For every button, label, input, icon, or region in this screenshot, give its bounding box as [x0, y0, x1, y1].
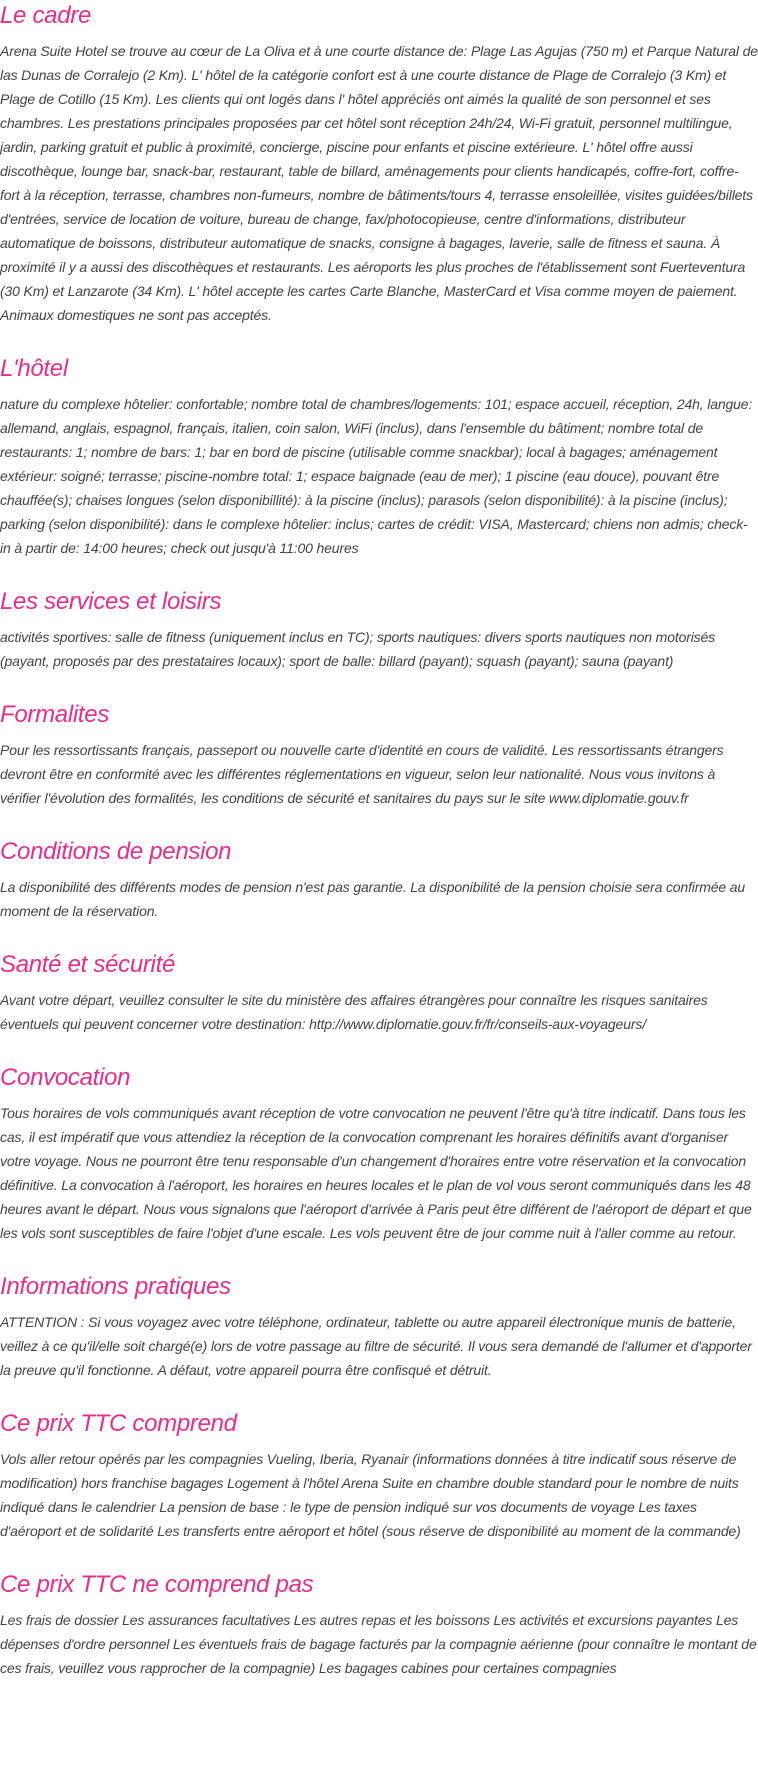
section-text: ATTENTION : Si vous voyagez avec votre téléphone, ordinateur, tablette ou autre appareil électronique munis de batterie, veillez à ce qu'il/elle soit chargé(e) lors de votre passage au filtre de sécurité. Il vous sera demandé de l'allumer et d'apporter la preuve qu'il fonctionne. A défaut, votre appareil pourra être confisqué et détruit. [0, 1314, 752, 1378]
section-title: Ce prix TTC ne comprend pas [0, 1571, 314, 1598]
section-title: Les services et loisirs [0, 588, 222, 615]
section-title: Conditions de pension [0, 838, 232, 865]
section-text: Arena Suite Hotel se trouve au cœur de La Oliva et à une courte distance de: Plage Las Agujas (750 m) et Parque Natural de las Dunas de Corralejo (2 Km). L' hôtel de la catégorie confort est à une courte distance de Plage de Corralejo (3 Km) et Plage de Cotillo (15 Km). Les clients qui ont logés dans l' hôtel appréciés ont aimés la qualité de son personnel et ses chambres. Les prestations principales proposées par cet hôtel sont réception 24h/24, Wi-Fi gratuit, personnel multilingue, jardin, parking gratuit et public à proximité, concierge, piscine pour enfants et piscine extérieure. L' hôtel offre aussi discothèque, lounge bar, snack-bar, restaurant, table de billard, aménagements pour clients handicapés, coffre-fort, coffre-fort à la réception, terrasse, chambres non-fumeurs, nombre de bâtiments/tours 4, terrasse ensoleillée, visites guidées/billets d'entrées, service de location de voiture, bureau de change, fax/photocopieuse, centre d'informations, distributeur automatique de boissons, distributeur automatique de snacks, consigne à bagages, laverie, salle de fitness et sauna. À proximité il y a aussi des discothèques et restaurants. Les aéroports les plus proches de l'établissement sont Fuerteventura (30 Km) et Lanzarote (34 Km). L' hôtel accepte les cartes Carte Blanche, MasterCard et Visa comme moyen de paiement. Animaux domestiques ne sont pas acceptés. [0, 43, 758, 323]
section-text: Tous horaires de vols communiqués avant réception de votre convocation ne peuvent l'être qu'à titre indicatif. Dans tous les cas, il est impératif que vous attendiez la réception de la convocation comprenant les horaires définitifs avant d'organiser votre voyage. Nous ne pourront être tenu responsable d'un changement d'horaires entre votre réservation et la convocation définitive. La convocation à l'aéroport, les horaires en heures locales et le plan de vol vous seront communiqués dans les 48 heures avant le départ. Nous vous signalons que l'aéroport d'arrivée à Paris peut être différent de l'aéroport de départ et que les vols sont susceptibles de faire l'objet d'une escale. Les vols peuvent être de jour comme nuit à l'aller comme au retour. [0, 1105, 752, 1241]
section-l-hotel [0, 353, 758, 560]
section-convocation [0, 1062, 758, 1245]
section-informations-pratiques [0, 1271, 758, 1382]
section-text: La disponibilité des différents modes de pension n'est pas garantie. La disponibilité de la pension choisie sera confirmée au moment de la réservation. [0, 879, 746, 919]
section-title: L'hôtel [0, 355, 68, 382]
section-text: Les frais de dossier Les assurances facultatives Les autres repas et les boissons Les activités et excursions payantes Les dépenses d'ordre personnel Les éventuels frais de bagage facturés par la compagnie aérienne (pour connaître le montant de ces frais, veuillez vous rapprocher de la compagnie) Les bagages cabines pour certaines compagnies [0, 1612, 757, 1676]
section-text: Vols aller retour opérés par les compagnies Vueling, Iberia, Ryanair (informations données à titre indicatif sous réserve de modification) hors franchise bagages Logement à l'hôtel Arena Suite en chambre double standard pour le nombre de nuits indiqué dans le calendrier La pension de base : le type de pension indiqué sur vos documents de voyage Les taxes d'aéroport et de solidarité Les transferts entre aéroport et hôtel (sous réserve de disponibilité au moment de la commande) [0, 1451, 741, 1539]
section-title: Informations pratiques [0, 1273, 231, 1300]
section-prix-ne-comprend-pas [0, 1569, 758, 1680]
section-le-cadre [0, 0, 758, 327]
section-conditions-pension [0, 836, 758, 923]
section-sante-securite [0, 949, 758, 1036]
section-title: Formalites [0, 701, 110, 728]
section-text: Avant votre départ, veuillez consulter le site du ministère des affaires étrangères pour connaître les risques sanitaires éventuels qui peuvent concerner votre destination: http://www.diplomatie.gouv.fr/fr/conseils-aux-voyageurs/ [0, 992, 708, 1032]
section-title: Ce prix TTC comprend [0, 1410, 237, 1437]
section-prix-comprend [0, 1408, 758, 1543]
section-title: Le cadre [0, 2, 91, 29]
section-services-loisirs [0, 586, 758, 673]
section-text: nature du complexe hôtelier: confortable; nombre total de chambres/logements: 101; espace accueil, réception, 24h, langue: allemand, anglais, espagnol, français, italien, coin salon, WiFi (inclus), dans l'ensemble du bâtiment; nombre total de restaurants: 1; nombre de bars: 1; bar en bord de piscine (utilisable comme snackbar); local à bagages; aménagement extérieur: soigné; terrasse; piscine-nombre total: 1; espace baignade (eau de mer); 1 piscine (eau douce), pouvant être chauffée(s); chaises longues (selon disponibillité): à la piscine (inclus); parasols (selon disponibilité): à la piscine (inclus); parking (selon disponibilité): dans le complexe hôtelier: inclus; cartes de crédit: VISA, Mastercard; chiens non admis; check-in à partir de: 14:00 heures; check out jusqu'à 11:00 heures [0, 396, 753, 556]
section-title: Santé et sécurité [0, 951, 176, 978]
section-text: Pour les ressortissants français, passeport ou nouvelle carte d'identité en cours de validité. Les ressortissants étrangers devront être en conformité avec les différentes réglementations en vigueur, selon leur nationalité. Nous vous invitons à vérifier l'évolution des formalités, les conditions de sécurité et sanitaires du pays sur le site www.diplomatie.gouv.fr [0, 742, 724, 806]
section-text: activités sportives: salle de fitness (uniquement inclus en TC); sports nautiques: divers sports nautiques non motorisés (payant, proposés par des prestataires locaux); sport de balle: billard (payant); squash (payant); sauna (payant) [0, 629, 716, 669]
section-formalites [0, 699, 758, 810]
section-title: Convocation [0, 1064, 131, 1091]
